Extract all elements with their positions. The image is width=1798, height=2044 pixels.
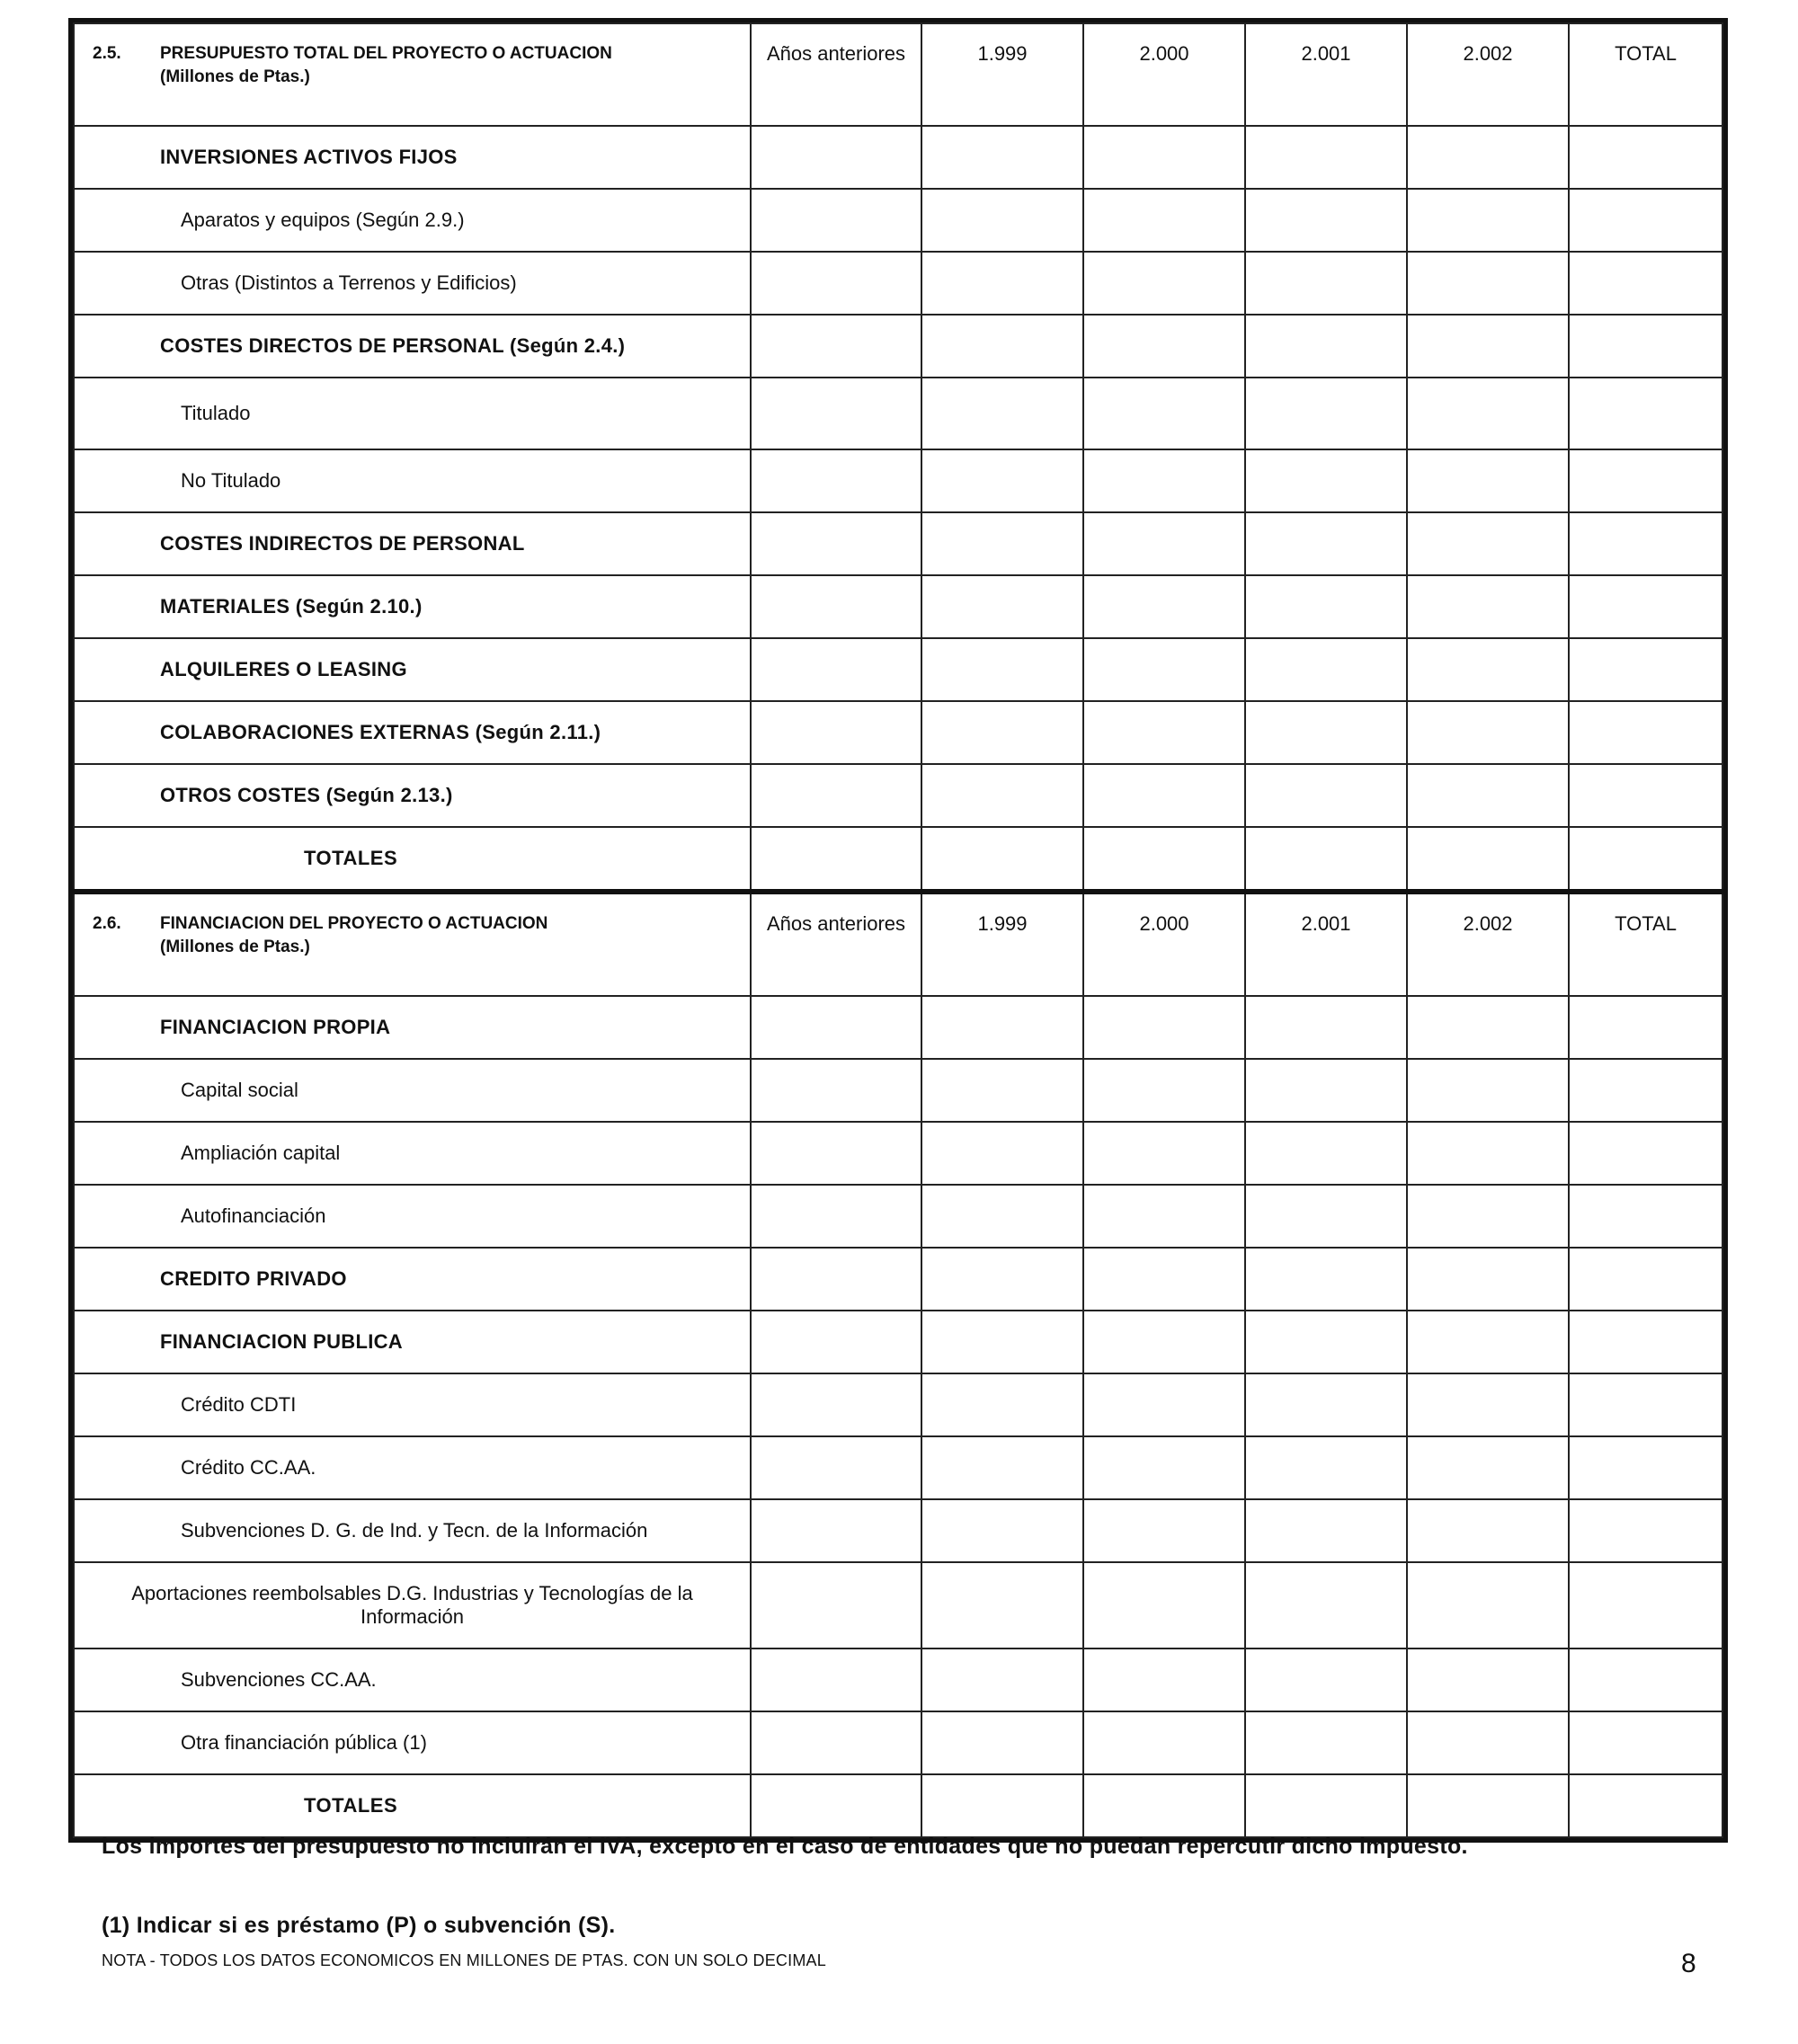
column-header-2000: 2.000 (1083, 892, 1245, 996)
value-cell[interactable] (1245, 1649, 1407, 1711)
value-cell[interactable] (1407, 1499, 1569, 1562)
value-cell[interactable] (751, 764, 921, 827)
value-cell[interactable] (1569, 1185, 1722, 1248)
value-cell[interactable] (1569, 1499, 1722, 1562)
value-cell[interactable] (1083, 378, 1245, 449)
table-row (74, 701, 1722, 764)
value-cell[interactable] (1407, 827, 1569, 892)
value-cell[interactable] (751, 1774, 921, 1837)
value-cell[interactable] (1083, 1436, 1245, 1499)
table-row (74, 315, 1722, 378)
row-label: COSTES INDIRECTOS DE PERSONAL (74, 512, 751, 575)
value-cell[interactable] (921, 1373, 1083, 1436)
value-cell[interactable] (751, 638, 921, 701)
value-cell[interactable] (1245, 1248, 1407, 1311)
value-cell[interactable] (921, 1122, 1083, 1185)
value-cell[interactable] (921, 189, 1083, 252)
row-label: TOTALES (74, 1774, 751, 1837)
value-cell[interactable] (1245, 1499, 1407, 1562)
value-cell[interactable] (1569, 315, 1722, 378)
footnote-1: (1) Indicar si es préstamo (P) o subvención (S). (102, 1913, 616, 1938)
row-label: FINANCIACION PUBLICA (74, 1311, 751, 1373)
value-cell[interactable] (1569, 1436, 1722, 1499)
value-cell[interactable] (751, 1711, 921, 1774)
column-header-2000: 2.000 (1083, 23, 1245, 126)
budget-table (73, 22, 1723, 1838)
table-row (74, 1711, 1722, 1774)
value-cell[interactable] (1407, 449, 1569, 512)
row-label: No Titulado (74, 449, 751, 512)
value-cell[interactable] (1245, 1311, 1407, 1373)
value-cell[interactable] (1245, 512, 1407, 575)
value-cell[interactable] (1569, 252, 1722, 315)
table-row (74, 512, 1722, 575)
table-row (74, 1649, 1722, 1711)
value-cell[interactable] (1245, 1373, 1407, 1436)
section-2-5-body (74, 23, 1722, 892)
value-cell[interactable] (1083, 315, 1245, 378)
value-cell[interactable] (1569, 126, 1722, 189)
value-cell[interactable] (1407, 1248, 1569, 1311)
table-row (74, 252, 1722, 315)
row-label: Otras (Distintos a Terrenos y Edificios) (74, 252, 751, 315)
section-2-6-body (74, 892, 1722, 1837)
value-cell[interactable] (1083, 1649, 1245, 1711)
value-cell[interactable] (751, 315, 921, 378)
value-cell[interactable] (1083, 252, 1245, 315)
value-cell[interactable] (751, 1248, 921, 1311)
value-cell[interactable] (921, 1436, 1083, 1499)
value-cell[interactable] (1245, 1436, 1407, 1499)
value-cell[interactable] (1569, 1059, 1722, 1122)
column-header-2001: 2.001 (1245, 892, 1407, 996)
table-row (74, 1311, 1722, 1373)
section-subtitle: (Millones de Ptas.) (160, 938, 310, 956)
value-cell[interactable] (1245, 126, 1407, 189)
value-cell[interactable] (1407, 1562, 1569, 1649)
value-cell[interactable] (1569, 996, 1722, 1059)
row-label: Ampliación capital (74, 1122, 751, 1185)
value-cell[interactable] (1569, 701, 1722, 764)
value-cell[interactable] (1245, 1562, 1407, 1649)
column-header-previous-years: Años anteriores (751, 892, 921, 996)
column-header-previous-years: Años anteriores (751, 23, 921, 126)
value-cell[interactable] (1083, 512, 1245, 575)
section-title: FINANCIACION DEL PROYECTO O ACTUACION (160, 914, 548, 933)
value-cell[interactable] (921, 1649, 1083, 1711)
value-cell[interactable] (1407, 575, 1569, 638)
row-label: Otra financiación pública (1) (74, 1711, 751, 1774)
value-cell[interactable] (1083, 638, 1245, 701)
budget-form-frame (68, 18, 1728, 1843)
value-cell[interactable] (1569, 638, 1722, 701)
value-cell[interactable] (921, 1562, 1083, 1649)
column-header-2002: 2.002 (1407, 892, 1569, 996)
value-cell[interactable] (1083, 1711, 1245, 1774)
value-cell[interactable] (1083, 1185, 1245, 1248)
value-cell[interactable] (1083, 1059, 1245, 1122)
value-cell[interactable] (751, 126, 921, 189)
value-cell[interactable] (921, 575, 1083, 638)
value-cell[interactable] (1245, 701, 1407, 764)
value-cell[interactable] (1569, 1373, 1722, 1436)
row-label: Subvenciones D. G. de Ind. y Tecn. de la Información (74, 1499, 751, 1562)
column-header-2002: 2.002 (1407, 23, 1569, 126)
value-cell[interactable] (1245, 764, 1407, 827)
value-cell[interactable] (751, 996, 921, 1059)
value-cell[interactable] (1245, 378, 1407, 449)
value-cell[interactable] (751, 252, 921, 315)
column-header-2001: 2.001 (1245, 23, 1407, 126)
row-label: COLABORACIONES EXTERNAS (Según 2.11.) (74, 701, 751, 764)
value-cell[interactable] (921, 126, 1083, 189)
section-title: PRESUPUESTO TOTAL DEL PROYECTO O ACTUACION (160, 44, 612, 63)
value-cell[interactable] (1407, 378, 1569, 449)
value-cell[interactable] (1245, 638, 1407, 701)
value-cell[interactable] (921, 378, 1083, 449)
row-label: Crédito CDTI (74, 1373, 751, 1436)
value-cell[interactable] (1083, 189, 1245, 252)
row-label: ALQUILERES O LEASING (74, 638, 751, 701)
value-cell[interactable] (1407, 189, 1569, 252)
value-cell[interactable] (1083, 575, 1245, 638)
value-cell[interactable] (1245, 252, 1407, 315)
row-label: COSTES DIRECTOS DE PERSONAL (Según 2.4.) (74, 315, 751, 378)
value-cell[interactable] (751, 701, 921, 764)
value-cell[interactable] (1407, 701, 1569, 764)
value-cell[interactable] (751, 1373, 921, 1436)
value-cell[interactable] (1245, 1122, 1407, 1185)
row-label: Titulado (74, 378, 751, 449)
value-cell[interactable] (1245, 1774, 1407, 1837)
column-header-total: TOTAL (1569, 23, 1722, 126)
value-cell[interactable] (1569, 1649, 1722, 1711)
section-2-6-title-cell (74, 892, 751, 996)
value-cell[interactable] (1083, 1248, 1245, 1311)
value-cell[interactable] (921, 701, 1083, 764)
table-row (74, 1774, 1722, 1837)
row-label: Subvenciones CC.AA. (74, 1649, 751, 1711)
value-cell[interactable] (1569, 189, 1722, 252)
value-cell[interactable] (751, 1649, 921, 1711)
value-cell[interactable] (1407, 1059, 1569, 1122)
value-cell[interactable] (1083, 1774, 1245, 1837)
value-cell[interactable] (1407, 764, 1569, 827)
value-cell[interactable] (751, 1185, 921, 1248)
section-number: 2.6. (93, 914, 121, 933)
value-cell[interactable] (1407, 996, 1569, 1059)
row-label: INVERSIONES ACTIVOS FIJOS (74, 126, 751, 189)
page-number: 8 (1681, 1949, 1696, 1978)
value-cell[interactable] (1407, 1122, 1569, 1185)
value-cell[interactable] (1569, 1122, 1722, 1185)
table-row (74, 1562, 1722, 1649)
row-label: Crédito CC.AA. (74, 1436, 751, 1499)
section-number: 2.5. (93, 44, 121, 63)
value-cell[interactable] (751, 1562, 921, 1649)
table-row (74, 996, 1722, 1059)
value-cell[interactable] (1407, 1373, 1569, 1436)
value-cell[interactable] (1569, 1711, 1722, 1774)
value-cell[interactable] (921, 764, 1083, 827)
section-2-5-header (74, 23, 1722, 126)
value-cell[interactable] (1407, 638, 1569, 701)
value-cell[interactable] (1569, 1562, 1722, 1649)
value-cell[interactable] (1245, 996, 1407, 1059)
value-cell[interactable] (1083, 449, 1245, 512)
value-cell[interactable] (1083, 1499, 1245, 1562)
value-cell[interactable] (921, 1711, 1083, 1774)
value-cell[interactable] (1407, 1711, 1569, 1774)
row-label: MATERIALES (Según 2.10.) (74, 575, 751, 638)
value-cell[interactable] (751, 1436, 921, 1499)
row-label: Aparatos y equipos (Según 2.9.) (74, 189, 751, 252)
value-cell[interactable] (1083, 701, 1245, 764)
table-row (74, 449, 1722, 512)
value-cell[interactable] (1407, 1311, 1569, 1373)
value-cell[interactable] (1083, 1122, 1245, 1185)
value-cell[interactable] (921, 1499, 1083, 1562)
value-cell[interactable] (1407, 1774, 1569, 1837)
value-cell[interactable] (1569, 1248, 1722, 1311)
value-cell[interactable] (1569, 512, 1722, 575)
value-cell[interactable] (751, 827, 921, 892)
value-cell[interactable] (1245, 189, 1407, 252)
table-row (74, 1499, 1722, 1562)
section-subtitle: (Millones de Ptas.) (160, 67, 310, 86)
value-cell[interactable] (1407, 315, 1569, 378)
value-cell[interactable] (1569, 378, 1722, 449)
value-cell[interactable] (1245, 1059, 1407, 1122)
value-cell[interactable] (1569, 1311, 1722, 1373)
table-row (74, 1436, 1722, 1499)
table-row (74, 378, 1722, 449)
table-row (74, 126, 1722, 189)
column-header-1999: 1.999 (921, 23, 1083, 126)
value-cell[interactable] (921, 1248, 1083, 1311)
value-cell[interactable] (921, 1311, 1083, 1373)
value-cell[interactable] (1407, 252, 1569, 315)
value-cell[interactable] (1245, 1185, 1407, 1248)
value-cell[interactable] (1407, 126, 1569, 189)
table-row (74, 638, 1722, 701)
table-row (74, 827, 1722, 892)
table-row (74, 1373, 1722, 1436)
row-label: Autofinanciación (74, 1185, 751, 1248)
economic-data-note: NOTA - TODOS LOS DATOS ECONOMICOS EN MILLONES DE PTAS. CON UN SOLO DECIMAL (102, 1951, 826, 1969)
value-cell[interactable] (1245, 315, 1407, 378)
value-cell[interactable] (751, 1311, 921, 1373)
iva-note: Los importes del presupuesto no incluirán el IVA, excepto en el caso de entidades que no puedan repercutir dicho impuesto. (102, 1834, 1468, 1859)
value-cell[interactable] (751, 1059, 921, 1122)
row-label: CREDITO PRIVADO (74, 1248, 751, 1311)
value-cell[interactable] (1083, 1373, 1245, 1436)
value-cell[interactable] (921, 252, 1083, 315)
value-cell[interactable] (921, 1185, 1083, 1248)
value-cell[interactable] (1083, 1562, 1245, 1649)
row-label: OTROS COSTES (Según 2.13.) (74, 764, 751, 827)
row-label: Capital social (74, 1059, 751, 1122)
section-2-6-header (74, 892, 1722, 996)
value-cell[interactable] (1407, 1185, 1569, 1248)
value-cell[interactable] (921, 827, 1083, 892)
row-label: FINANCIACION PROPIA (74, 996, 751, 1059)
section-2-5-title-cell (74, 23, 751, 126)
value-cell[interactable] (921, 1059, 1083, 1122)
column-header-1999: 1.999 (921, 892, 1083, 996)
value-cell[interactable] (921, 996, 1083, 1059)
value-cell[interactable] (751, 378, 921, 449)
table-row (74, 1059, 1722, 1122)
value-cell[interactable] (1245, 575, 1407, 638)
table-row (74, 764, 1722, 827)
value-cell[interactable] (1245, 827, 1407, 892)
value-cell[interactable] (751, 189, 921, 252)
value-cell[interactable] (751, 1122, 921, 1185)
value-cell[interactable] (1245, 1711, 1407, 1774)
value-cell[interactable] (751, 575, 921, 638)
column-header-total: TOTAL (1569, 892, 1722, 996)
value-cell[interactable] (751, 1499, 921, 1562)
table-row (74, 575, 1722, 638)
value-cell[interactable] (1569, 1774, 1722, 1837)
value-cell[interactable] (1083, 1311, 1245, 1373)
value-cell[interactable] (1407, 512, 1569, 575)
value-cell[interactable] (751, 512, 921, 575)
value-cell[interactable] (1083, 126, 1245, 189)
value-cell[interactable] (921, 638, 1083, 701)
value-cell[interactable] (921, 1774, 1083, 1837)
value-cell[interactable] (751, 449, 921, 512)
row-label: Aportaciones reembolsables D.G. Industrias y Tecnologías de la Información (74, 1562, 751, 1649)
value-cell[interactable] (921, 449, 1083, 512)
value-cell[interactable] (1083, 827, 1245, 892)
value-cell[interactable] (921, 315, 1083, 378)
value-cell[interactable] (1569, 764, 1722, 827)
value-cell[interactable] (921, 512, 1083, 575)
value-cell[interactable] (1407, 1436, 1569, 1499)
table-row (74, 189, 1722, 252)
table-row (74, 1248, 1722, 1311)
value-cell[interactable] (1407, 1649, 1569, 1711)
value-cell[interactable] (1569, 827, 1722, 892)
value-cell[interactable] (1083, 996, 1245, 1059)
value-cell[interactable] (1083, 764, 1245, 827)
value-cell[interactable] (1569, 449, 1722, 512)
value-cell[interactable] (1569, 575, 1722, 638)
row-label: TOTALES (74, 827, 751, 892)
table-row (74, 1122, 1722, 1185)
value-cell[interactable] (1245, 449, 1407, 512)
table-row (74, 1185, 1722, 1248)
